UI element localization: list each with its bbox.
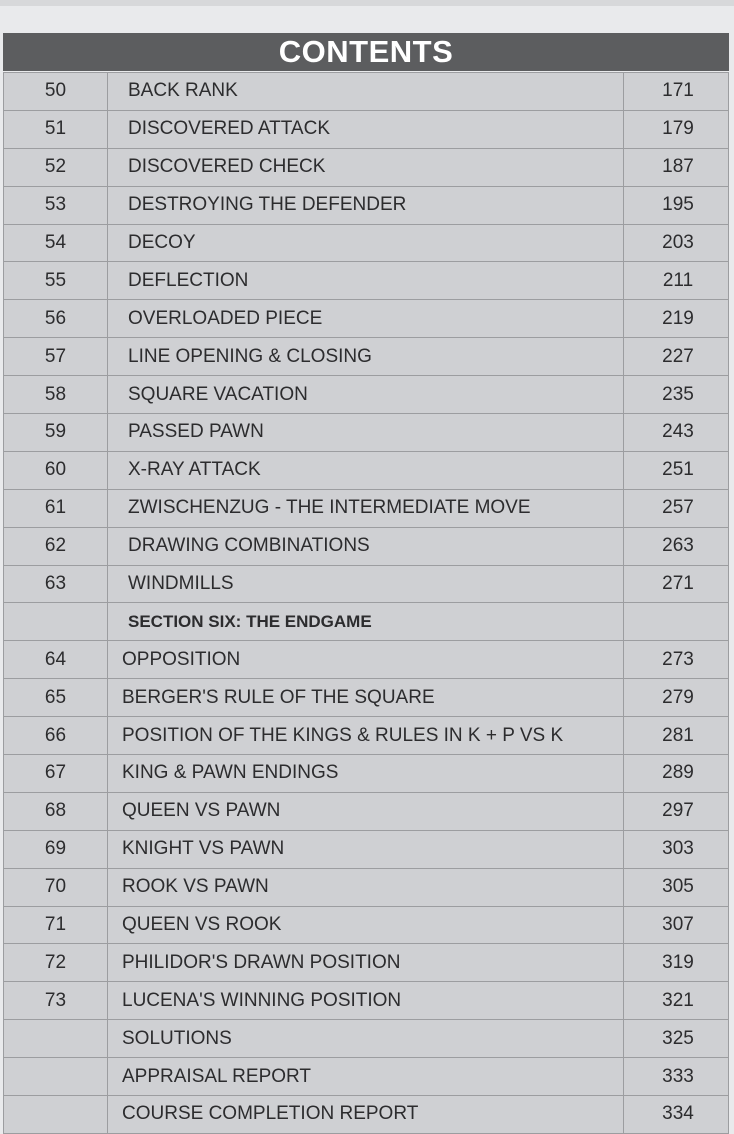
toc-row[interactable] [4,527,729,565]
page-number: 303 [624,830,729,868]
toc-row[interactable] [4,451,729,489]
toc-row[interactable] [4,717,729,755]
chapter-title: BERGER'S RULE OF THE SQUARE [108,679,624,717]
chapter-title: DISCOVERED ATTACK [108,110,624,148]
toc-row[interactable] [4,262,729,300]
page-number: 273 [624,641,729,679]
chapter-number: 62 [4,527,108,565]
chapter-title: SQUARE VACATION [108,376,624,414]
page-number: 257 [624,489,729,527]
toc-row[interactable] [4,944,729,982]
toc-row[interactable] [4,679,729,717]
chapter-number: 64 [4,641,108,679]
page-number: 334 [624,1096,729,1134]
chapter-title: ROOK VS PAWN [108,868,624,906]
chapter-title: KNIGHT VS PAWN [108,830,624,868]
page-number: 243 [624,414,729,452]
chapter-number: 56 [4,300,108,338]
chapter-number: 59 [4,414,108,452]
chapter-title: DEFLECTION [108,262,624,300]
toc-row[interactable] [4,186,729,224]
page-number: 281 [624,717,729,755]
chapter-title: COURSE COMPLETION REPORT [108,1096,624,1134]
chapter-number: 66 [4,717,108,755]
chapter-title: PASSED PAWN [108,414,624,452]
page-number: 219 [624,300,729,338]
chapter-number [4,1096,108,1134]
toc-row[interactable] [4,1058,729,1096]
page-number: 211 [624,262,729,300]
chapter-number [4,1058,108,1096]
chapter-title: DISCOVERED CHECK [108,148,624,186]
chapter-number [4,603,108,641]
chapter-title: X-RAY ATTACK [108,451,624,489]
page-number: 325 [624,1020,729,1058]
chapter-title: WINDMILLS [108,565,624,603]
toc-row[interactable] [4,489,729,527]
page-number: 187 [624,148,729,186]
chapter-number: 54 [4,224,108,262]
top-rule [0,0,734,6]
chapter-number: 58 [4,376,108,414]
page-number: 297 [624,792,729,830]
toc-row[interactable] [4,982,729,1020]
page-number: 171 [624,73,729,111]
chapter-title: DRAWING COMBINATIONS [108,527,624,565]
toc-row[interactable] [4,565,729,603]
contents-table [3,72,729,1134]
toc-row[interactable] [4,338,729,376]
toc-row[interactable] [4,906,729,944]
toc-row[interactable] [4,792,729,830]
chapter-title: BACK RANK [108,73,624,111]
toc-row[interactable] [4,1020,729,1058]
chapter-title: APPRAISAL REPORT [108,1058,624,1096]
chapter-title: POSITION OF THE KINGS & RULES IN K + P VS K [108,717,624,755]
page-number: 307 [624,906,729,944]
chapter-number: 53 [4,186,108,224]
page-number: 203 [624,224,729,262]
chapter-number: 52 [4,148,108,186]
chapter-number: 50 [4,73,108,111]
chapter-number: 51 [4,110,108,148]
chapter-number: 61 [4,489,108,527]
chapter-number: 55 [4,262,108,300]
toc-row[interactable] [4,755,729,793]
toc-row[interactable] [4,868,729,906]
chapter-title: OVERLOADED PIECE [108,300,624,338]
chapter-number: 57 [4,338,108,376]
chapter-number: 67 [4,755,108,793]
page-number: 263 [624,527,729,565]
chapter-number: 69 [4,830,108,868]
page-number: 319 [624,944,729,982]
chapter-number: 60 [4,451,108,489]
chapter-title: ZWISCHENZUG - THE INTERMEDIATE MOVE [108,489,624,527]
page-number: 235 [624,376,729,414]
toc-row[interactable] [4,376,729,414]
page-number: 227 [624,338,729,376]
chapter-number: 73 [4,982,108,1020]
toc-row[interactable] [4,148,729,186]
page-number: 321 [624,982,729,1020]
page-number: 251 [624,451,729,489]
chapter-title: DESTROYING THE DEFENDER [108,186,624,224]
toc-row[interactable] [4,73,729,111]
toc-row[interactable] [4,110,729,148]
chapter-number: 63 [4,565,108,603]
chapter-title: QUEEN VS PAWN [108,792,624,830]
toc-row[interactable] [4,300,729,338]
chapter-title: QUEEN VS ROOK [108,906,624,944]
chapter-title: DECOY [108,224,624,262]
page-number: 195 [624,186,729,224]
chapter-number: 72 [4,944,108,982]
chapter-title: LINE OPENING & CLOSING [108,338,624,376]
chapter-title: OPPOSITION [108,641,624,679]
toc-row[interactable] [4,1096,729,1134]
chapter-number: 71 [4,906,108,944]
toc-row[interactable] [4,830,729,868]
chapter-title: SOLUTIONS [108,1020,624,1058]
chapter-number: 65 [4,679,108,717]
chapter-title: LUCENA'S WINNING POSITION [108,982,624,1020]
page-number [624,603,729,641]
chapter-number [4,1020,108,1058]
section-title: SECTION SIX: THE ENDGAME [108,603,624,641]
section-heading-row [4,603,729,641]
chapter-title: PHILIDOR'S DRAWN POSITION [108,944,624,982]
toc-row[interactable] [4,224,729,262]
page-number: 279 [624,679,729,717]
page-number: 305 [624,868,729,906]
chapter-number: 70 [4,868,108,906]
page-number: 271 [624,565,729,603]
chapter-title: KING & PAWN ENDINGS [108,755,624,793]
contents-header: CONTENTS [3,33,729,71]
page-number: 289 [624,755,729,793]
toc-row[interactable] [4,641,729,679]
chapter-number: 68 [4,792,108,830]
page-number: 333 [624,1058,729,1096]
page-number: 179 [624,110,729,148]
toc-row[interactable] [4,414,729,452]
